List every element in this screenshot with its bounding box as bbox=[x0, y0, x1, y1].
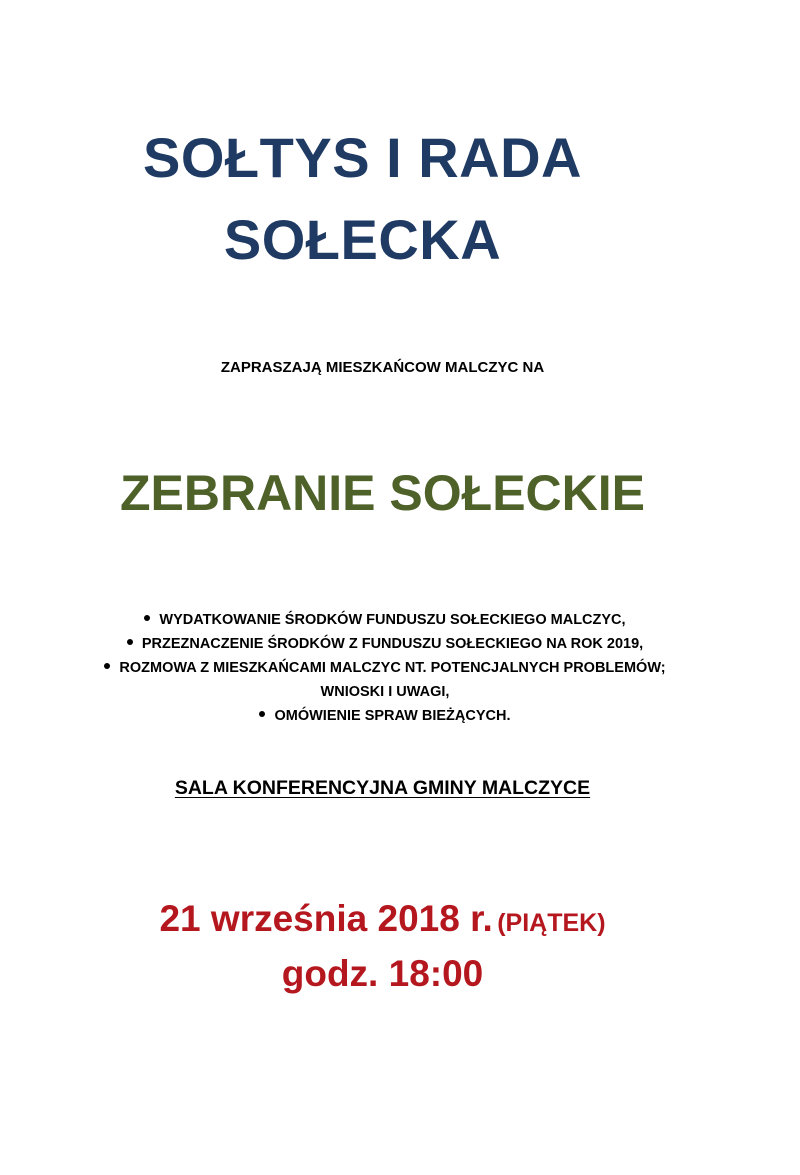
agenda-item-text: WNIOSKI I UWAGI, bbox=[320, 684, 450, 700]
organizers-title-line-2: SOŁECKA bbox=[223, 208, 502, 271]
agenda-item bbox=[0, 632, 770, 656]
event-time: godz. 18:00 bbox=[281, 953, 484, 994]
agenda-item-text: OMÓWIENIE SPRAW BIEŻĄCYCH. bbox=[274, 708, 511, 724]
venue bbox=[0, 774, 765, 802]
agenda-item-text: WYDATKOWANIE ŚRODKÓW FUNDUSZU SOŁECKIEGO MALCZYC, bbox=[159, 612, 626, 628]
venue-text: SALA KONFERENCYJNA GMINY MALCZYCE bbox=[174, 777, 591, 799]
invitation-text: ZAPRASZAJĄ MIESZKAŃCOW MALCZYC NA bbox=[220, 359, 545, 376]
event-title: ZEBRANIE SOŁECKIE bbox=[119, 465, 646, 521]
bullet-icon bbox=[144, 615, 150, 621]
agenda-list bbox=[0, 608, 770, 728]
agenda-item-text: PRZEZNACZENIE ŚRODKÓW Z FUNDUSZU SOŁECKIEGO NA ROK 2019, bbox=[141, 636, 644, 652]
bullet-icon bbox=[259, 711, 265, 717]
agenda-item bbox=[0, 608, 770, 632]
event-weekday: (PIĄTEK) bbox=[497, 909, 606, 937]
event-date bbox=[0, 892, 765, 950]
agenda-item-text: ROZMOWA Z MIESZKAŃCAMI MALCZYC NT. POTENCJALNYCH PROBLEMÓW; bbox=[119, 660, 666, 676]
bullet-icon bbox=[127, 639, 133, 645]
event-date-text: 21 września 2018 r. bbox=[159, 898, 493, 939]
bullet-icon bbox=[104, 663, 110, 669]
agenda-item bbox=[0, 704, 770, 728]
agenda-item-continuation bbox=[0, 680, 770, 704]
agenda-item bbox=[0, 656, 770, 680]
organizers-title-line-1: SOŁTYS I RADA bbox=[143, 126, 582, 189]
